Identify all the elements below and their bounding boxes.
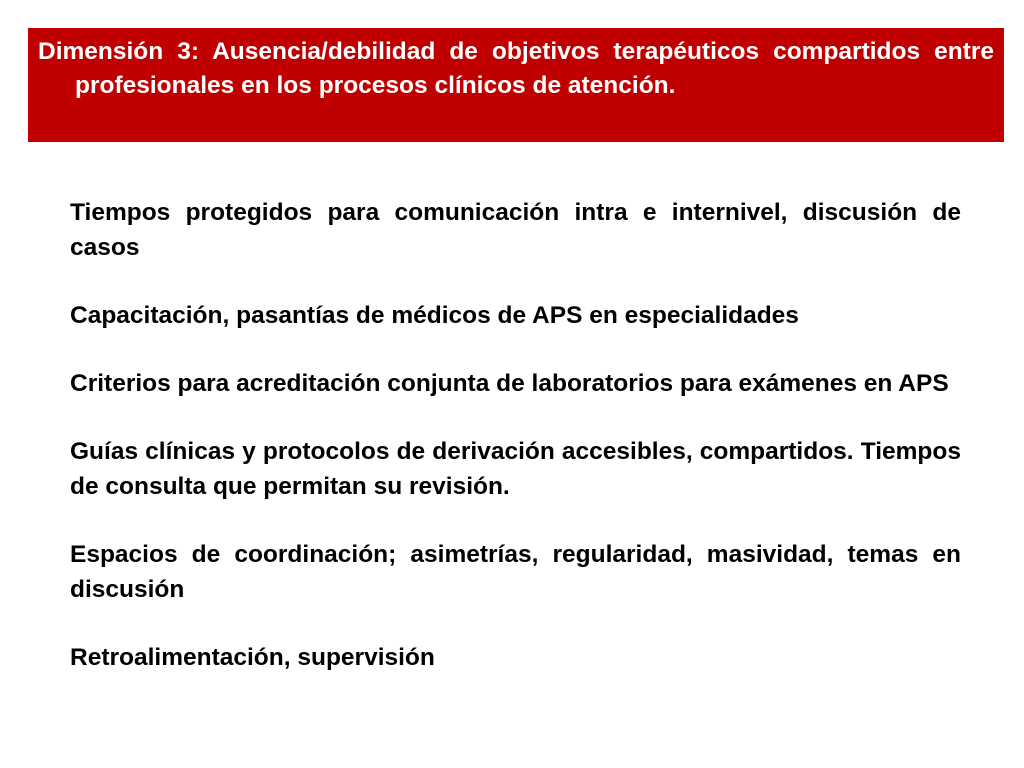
list-item: Retroalimentación, supervisión xyxy=(70,644,435,671)
title-banner xyxy=(28,28,1004,142)
list-item: Tiempos protegidos para comunicación intra e internivel, discusión de casos xyxy=(70,199,961,261)
list-item: Espacios de coordinación; asimetrías, regularidad, masividad, temas en discusión xyxy=(70,541,961,603)
list-item: Capacitación, pasantías de médicos de APS en especialidades xyxy=(70,302,799,329)
list-item: Guías clínicas y protocolos de derivación accesibles, compartidos. Tiempos de consulta que permitan su revisión. xyxy=(70,438,961,500)
content-list xyxy=(70,195,961,708)
list-item: Criterios para acreditación conjunta de laboratorios para exámenes en APS xyxy=(70,370,949,397)
slide-title: Dimensión 3: Ausencia/debilidad de objetivos terapéuticos compartidos entre profesionales en los procesos clínicos de atención. xyxy=(38,38,994,99)
